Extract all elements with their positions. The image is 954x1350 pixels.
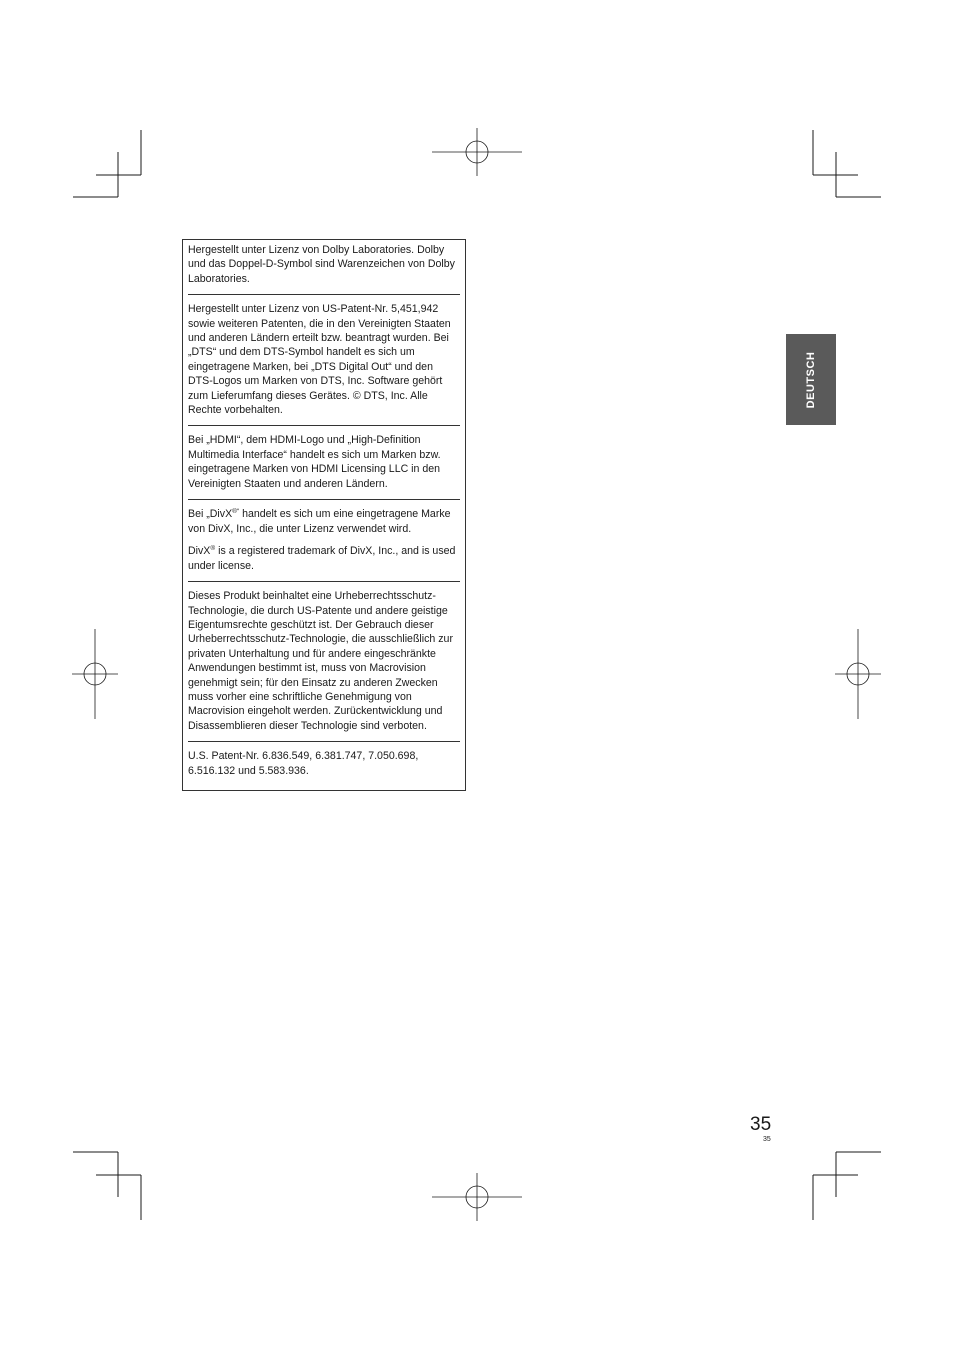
divx-en-suffix: is a registered trademark of DivX, Inc., and is used under license.	[188, 545, 456, 572]
hdmi-text: Bei „HDMI“, dem HDMI-Logo und „High-Definition Multimedia Interface“ handelt es sich um Marken bzw. eingetragene Marken von HDMI Licensing LLC in den Vereinigten Staaten und anderen Ländern.	[188, 434, 441, 490]
language-tab	[786, 334, 836, 425]
divx-de-registered-mark: ®“	[232, 508, 240, 516]
macrovision-notice	[188, 581, 460, 741]
hdmi-notice	[188, 425, 460, 499]
patent-text: U.S. Patent-Nr. 6.836.549, 6.381.747, 7.050.698, 6.516.132 und 5.583.936.	[188, 750, 419, 777]
macrovision-text: Dieses Produkt beinhaltet eine Urheberrechtsschutz-Technologie, die durch US-Patente und andere geistige Eigentumsrechte geschützt ist. Der Gebrauch dieser Urheberrechtsschutz-Technologie, die ausschließlich zur privaten Unterhaltung und für andere eingeschränkte Anwendungen bestimmt ist, muss von Macrovision genehmigt sein; für den Einsatz zu anderen Zwecken muss vorher eine schriftliche Genehmigung von Macrovision eingeholt werden. Zurückentwicklung und Disassemblieren dieser Technologie sind verboten.	[188, 590, 453, 732]
dolby-notice	[188, 243, 460, 294]
divx-de-suffix: handelt es sich um eine eingetragene Marke von DivX, Inc., die unter Lizenz verwendet wird.	[188, 508, 451, 535]
divx-notice	[188, 499, 460, 581]
page-number: 35	[750, 1114, 772, 1135]
language-tab-label: DEUTSCH	[805, 351, 817, 408]
divx-english-text	[188, 544, 460, 573]
divx-en-prefix: DivX	[188, 545, 211, 558]
divx-de-prefix: Bei „DivX	[188, 508, 233, 521]
dolby-text: Hergestellt unter Lizenz von Dolby Laboratories. Dolby und das Doppel-D-Symbol sind Warenzeichen von Dolby Laboratories.	[188, 244, 455, 285]
divx-en-registered-mark: ®	[210, 545, 216, 553]
license-notice-box	[182, 239, 466, 791]
patent-notice	[188, 741, 460, 786]
dts-notice	[188, 294, 460, 425]
dts-text: Hergestellt unter Lizenz von US-Patent-Nr. 5,451,942 sowie weiteren Patenten, die in den Vereinigten Staaten und anderen Ländern erteilt bzw. beantragt wurden. Bei „DTS“ und dem DTS-Symbol handelt es sich um eingetragene Marken, bei „DTS Digital Out“ und den DTS-Logos um Marken von DTS, Inc. Software gehört zum Lieferumfang dieses Gerätes. © DTS, Inc. Alle Rechte vorbehalten.	[188, 303, 451, 417]
divx-german-text	[188, 507, 460, 536]
page-number-small: 35	[763, 1136, 771, 1143]
